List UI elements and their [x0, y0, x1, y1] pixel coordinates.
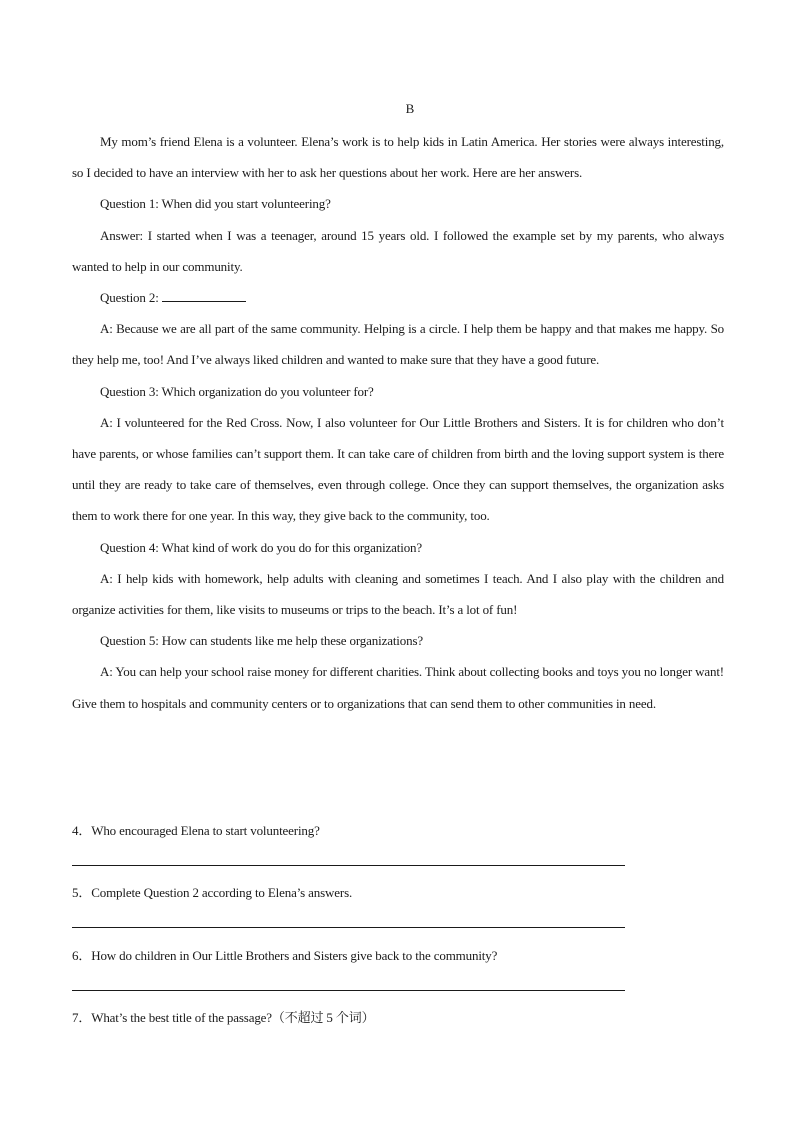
- interview-answer-3: A: I volunteered for the Red Cross. Now, I also volunteer for Our Little Brothers and Sisters. It is for children who don’t have parents, or whose families can’t support them. It can take care of children from birth and the loving support system is there until they are ready to take care of themselves, even through college. Once they can support themselves, the organization asks them to work there for one year. In this way, they give back to the community, too.: [72, 414, 724, 524]
- interview-question-2: [72, 282, 724, 313]
- question-2-blank: [162, 289, 246, 302]
- comprehension-question-7: 7．What’s the best title of the passage?（不超过 5 个词）: [72, 1010, 375, 1025]
- interview-answer-5: A: You can help your school raise money for different charities. Think about collecting books and toys you no longer want! Give them to hospitals and community centers or to organizations that can send them to other communities in need.: [72, 664, 724, 711]
- comprehension-question-5: 5．Complete Question 2 according to Elena’s answers.: [72, 885, 353, 900]
- interview-answer-1: Answer: I started when I was a teenager, around 15 years old. I followed the example set by my parents, who always wanted to help in our community.: [72, 227, 724, 274]
- answer-line-4[interactable]: [72, 865, 625, 866]
- interview-question-1: Question 1: When did you start volunteering?: [100, 196, 331, 212]
- comprehension-question-6: 6．How do children in Our Little Brothers and Sisters give back to the community?: [72, 948, 498, 963]
- interview-answer-4: A: I help kids with homework, help adults with cleaning and sometimes I teach. And I also play with the children and organize activities for them, like visits to museums or trips to the beach. It’s a lot of fun!: [72, 570, 724, 618]
- interview-question-5: Question 5: How can students like me help these organizations?: [100, 633, 423, 649]
- interview-question-3: Question 3: Which organization do you volunteer for?: [100, 383, 374, 399]
- comprehension-question-4: 4．Who encouraged Elena to start volunteering?: [72, 823, 320, 838]
- reading-passage: [72, 126, 724, 719]
- answer-line-6[interactable]: [72, 990, 625, 991]
- interview-answer-2: A: Because we are all part of the same community. Helping is a circle. I help them be happy and that makes me happy. So they help me, too! And I’ve always liked children and wanted to make sure that they have a good future.: [72, 321, 724, 368]
- answer-line-5[interactable]: [72, 927, 625, 928]
- intro-paragraph: My mom’s friend Elena is a volunteer. Elena’s work is to help kids in Latin America. Her stories were always interesting, so I decided to have an interview with her to ask her questions about her work. Here are her answers.: [72, 134, 724, 181]
- section-label: B: [405, 101, 415, 116]
- interview-question-4: Question 4: What kind of work do you do for this organization?: [100, 539, 423, 555]
- question-2-label: Question 2:: [100, 290, 159, 306]
